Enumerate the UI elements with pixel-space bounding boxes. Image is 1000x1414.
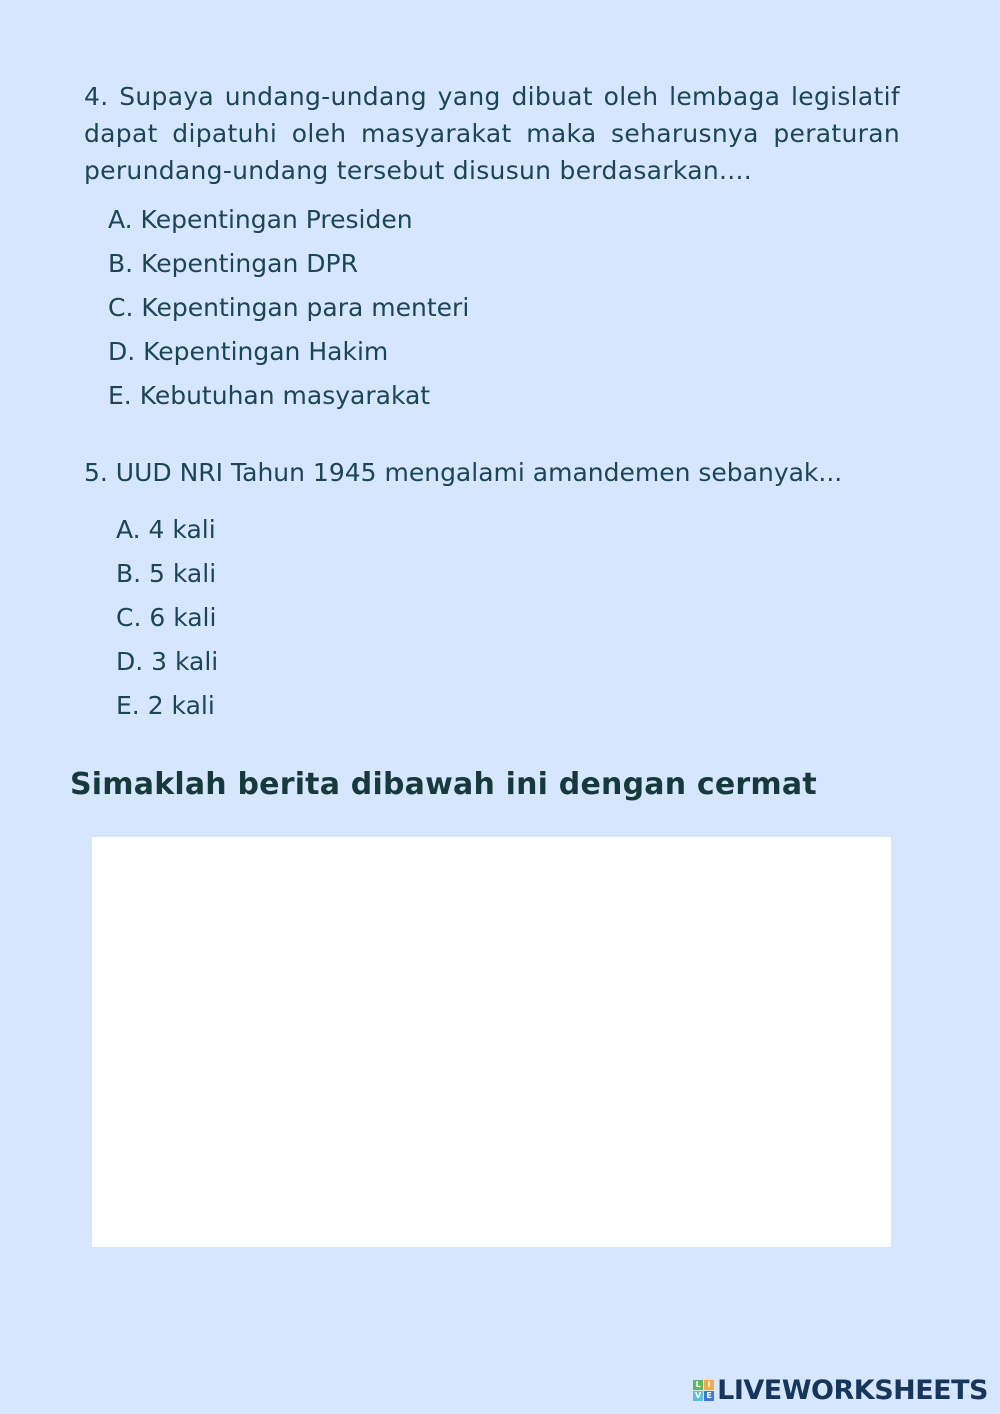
section-heading: Simaklah berita dibawah ini dengan cermat [70, 767, 817, 802]
question-5-text: 5. UUD NRI Tahun 1945 mengalami amandemen sebanyak... [84, 458, 843, 487]
question-4-options [108, 198, 469, 418]
logo-letter-i: I [704, 1380, 714, 1390]
liveworksheets-logo-icon [693, 1380, 714, 1401]
question-4-option-b[interactable]: B. Kepentingan DPR [108, 249, 358, 278]
question-5-option-c[interactable]: C. 6 kali [116, 603, 217, 632]
question-5-option-d[interactable]: D. 3 kali [116, 647, 219, 676]
question-4-option-c[interactable]: C. Kepentingan para menteri [108, 293, 470, 322]
liveworksheets-logo [693, 1374, 988, 1406]
logo-letter-l: L [693, 1380, 703, 1390]
question-4-option-e[interactable]: E. Kebutuhan masyarakat [108, 381, 431, 410]
question-5-options [116, 508, 218, 728]
question-5-option-a[interactable]: A. 4 kali [116, 515, 216, 544]
question-4-text: 4. Supaya undang-undang yang dibuat oleh lembaga legislatif dapat dipatuhi oleh masyarakat maka seharusnya peraturan perundang-undang tersebut disusun berdasarkan.... [84, 82, 900, 185]
news-content-box [92, 837, 891, 1247]
liveworksheets-logo-text: LIVEWORKSHEETS [717, 1374, 988, 1406]
question-5-option-b[interactable]: B. 5 kali [116, 559, 217, 588]
logo-letter-e: E [704, 1391, 714, 1401]
question-4-option-d[interactable]: D. Kepentingan Hakim [108, 337, 389, 366]
question-4-option-a[interactable]: A. Kepentingan Presiden [108, 205, 413, 234]
question-5-option-e[interactable]: E. 2 kali [116, 691, 215, 720]
logo-letter-v: V [695, 1390, 702, 1400]
